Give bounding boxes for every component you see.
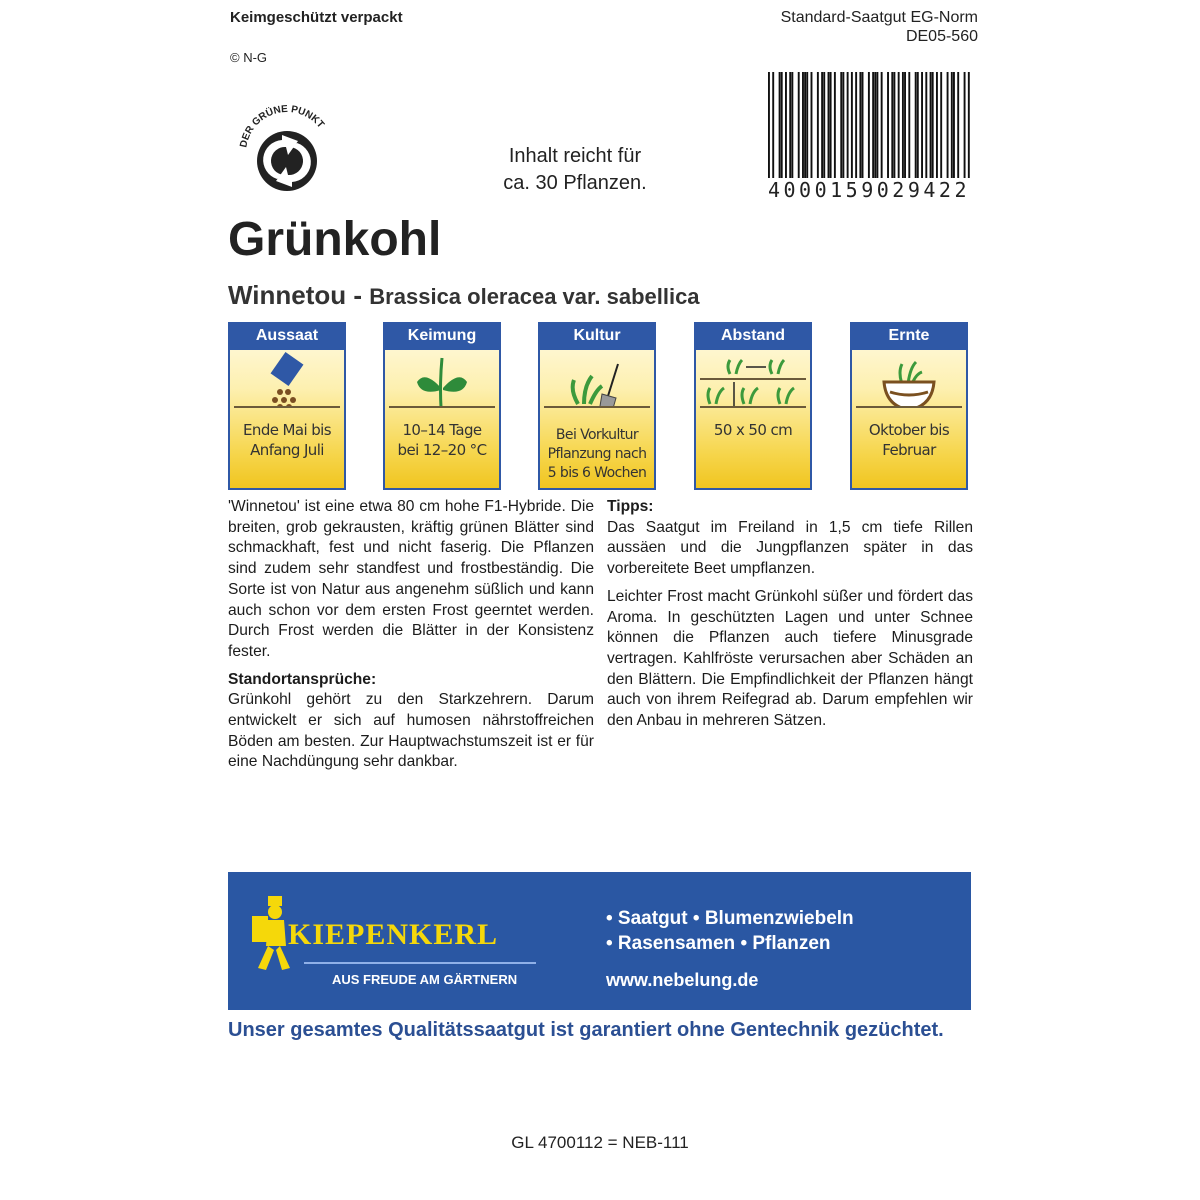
seedling-icon — [385, 350, 499, 408]
barcode-bar — [840, 72, 842, 182]
barcode-bar — [908, 72, 910, 182]
card-label: Kultur — [540, 322, 654, 350]
barcode-bar — [842, 72, 844, 182]
product-range-line: • Saatgut • Blumenzwiebeln — [606, 908, 854, 929]
barcode-bar — [868, 72, 870, 182]
plant-spade-icon — [540, 350, 654, 408]
barcode-bar — [925, 72, 927, 182]
card-text-line: Pflanzung nach — [547, 446, 647, 462]
ground-line — [234, 406, 340, 408]
location-text: Grünkohl gehört zu den Starkzehrern. Darum entwickelt er sich auf humosen nährstoffreichen Böden am besten. Zur Hauptwachstumszeit ist er für eine Nachdüngung sehr dankbar. — [228, 691, 594, 771]
green-dot-logo-icon — [232, 95, 342, 195]
card-text-line: Anfang Juli — [250, 441, 324, 459]
barcode-icon — [768, 72, 970, 182]
barcode-bar — [876, 72, 878, 182]
card-label: Abstand — [696, 322, 810, 350]
card-text-line: 50 x 50 cm — [713, 421, 793, 439]
barcode-bar — [893, 72, 895, 182]
barcode-bar — [779, 72, 781, 182]
card-label: Keimung — [385, 322, 499, 350]
card-text — [852, 420, 966, 460]
barcode-bar — [821, 72, 823, 182]
description-text: 'Winnetou' ist eine etwa 80 cm hohe F1-Hybride. Die breiten, grob gekrausten, kräftig grünen Blätter sind schmackhaft, fest und nicht faserig. Die Pflanzen sind zudem sehr standfest und frostbeständig. Die Sorte ist von Natur aus angenehm süßlich und kann auch schon vor dem ersten Frost geerntet werden. Durch Frost werden die Blätter in der Konsistenz fester. — [228, 498, 594, 660]
ground-line — [700, 406, 806, 408]
barcode-bar — [872, 72, 874, 182]
barcode-bar — [862, 72, 864, 182]
tips-text-2: Leichter Frost macht Grünkohl süßer und fördert das Aroma. In geschützten Lagen und unter Schnee können die Pflanzen auch tiefere Minusgrade vertragen. Kahlfröste verursachen aber Schäden an den Blättern. Die Empfindlichkeit der Pflanzen hängt auch von ihrem Reifegrad ab. Darum empfehlen wir den Anbau in mehreren Sätzen. — [607, 587, 973, 730]
barcode-bar — [898, 72, 900, 182]
product-range — [606, 906, 854, 956]
barcode-bar — [806, 72, 808, 182]
product-title: Grünkohl — [228, 213, 442, 266]
card-text — [540, 426, 654, 483]
card-text-line: 10–14 Tage — [402, 421, 482, 439]
barcode-bar — [847, 72, 849, 182]
copyright: © N-G — [230, 50, 268, 65]
barcode-bar — [902, 72, 904, 182]
card-text — [230, 420, 344, 460]
barcode-bar — [951, 72, 953, 182]
barcode-bar — [936, 72, 938, 182]
product-range-line: • Rasensamen • Pflanzen — [606, 933, 831, 954]
description-column — [228, 497, 594, 780]
barcode-bar — [930, 72, 932, 182]
contents-note — [470, 143, 680, 197]
barcode-bar — [785, 72, 787, 182]
barcode-bar — [887, 72, 889, 182]
card-text-line: Oktober bis — [868, 421, 950, 439]
brand-slogan: AUS FREUDE AM GÄRTNERN — [332, 972, 518, 987]
barcode-bar — [798, 72, 800, 182]
harvest-bowl-icon — [852, 350, 966, 408]
barcode-bar — [855, 72, 857, 182]
barcode-bar — [823, 72, 825, 182]
barcode-bar — [917, 72, 919, 182]
contents-line2: ca. 30 Pflanzen. — [503, 172, 647, 194]
location-heading: Standortansprüche: — [228, 670, 377, 688]
gmo-notice: Unser gesamtes Qualitätssaatgut ist garantiert ohne Gentechnik gezüchtet. — [228, 1019, 944, 1041]
card-text-line: Februar — [882, 441, 936, 459]
barcode-bar — [915, 72, 917, 182]
card-abstand — [694, 322, 812, 490]
barcode-bar — [768, 72, 770, 182]
barcode-bar — [921, 72, 923, 182]
barcode-bar — [802, 72, 804, 182]
barcode-bar — [940, 72, 942, 182]
barcode-bar — [859, 72, 861, 182]
logo-rule — [304, 962, 536, 964]
ground-line — [856, 406, 962, 408]
barcode-bar — [968, 72, 970, 182]
brand-banner — [228, 872, 971, 1010]
variety-name: Winnetou — [228, 280, 347, 310]
separator: - — [346, 280, 370, 310]
card-keimung — [383, 322, 501, 490]
website-link[interactable]: www.nebelung.de — [606, 970, 759, 990]
barcode-bar — [932, 72, 934, 182]
barcode-bar — [957, 72, 959, 182]
barcode-bar — [947, 72, 949, 182]
hygiene-note: Keimgeschützt verpackt — [230, 9, 403, 26]
barcode-bar — [789, 72, 791, 182]
standard-code: DE05-560 — [905, 28, 978, 45]
barcode-bar — [851, 72, 853, 182]
barcode-bar — [817, 72, 819, 182]
product-subtitle — [228, 280, 700, 311]
card-text — [385, 420, 499, 460]
card-label: Ernte — [852, 322, 966, 350]
card-text-line: bei 12–20 °C — [397, 441, 487, 459]
barcode-bar — [881, 72, 883, 182]
botanical-name: Brassica oleracea var. sabellica — [369, 284, 700, 309]
article-code: GL 4700112 = NEB-111 — [511, 1133, 689, 1152]
card-text — [696, 420, 810, 440]
card-text-line: Ende Mai bis — [243, 421, 331, 439]
card-ernte — [850, 322, 968, 490]
barcode-bar — [904, 72, 906, 182]
barcode-bar — [781, 72, 783, 182]
card-text-line: 5 bis 6 Wochen — [547, 465, 647, 481]
barcode-number: 4000159029422 — [764, 178, 974, 202]
ground-line — [389, 406, 495, 408]
barcode-bar — [964, 72, 966, 182]
svg-text:DER GRÜNE PUNKT: DER GRÜNE PUNKT — [238, 103, 327, 149]
card-aussaat — [228, 322, 346, 490]
seed-standard — [781, 8, 978, 46]
card-text-line: Bei Vorkultur — [555, 427, 639, 443]
contents-line1: Inhalt reicht für — [508, 145, 642, 167]
card-kultur — [538, 322, 656, 490]
barcode-bar — [874, 72, 876, 182]
brand-logo: KIEPENKERL — [288, 918, 499, 951]
barcode-bar — [804, 72, 806, 182]
barcode-bar — [811, 72, 813, 182]
barcode-bar — [830, 72, 832, 182]
barcode-bar — [953, 72, 955, 182]
barcode-bar — [828, 72, 830, 182]
barcode-bar — [834, 72, 836, 182]
standard-label: Standard-Saatgut EG-Norm — [780, 9, 978, 26]
card-label: Aussaat — [230, 322, 344, 350]
ground-line — [544, 406, 650, 408]
barcode-bar — [772, 72, 774, 182]
seed-packet-icon — [230, 350, 344, 408]
barcode-bar — [791, 72, 793, 182]
tips-text-1: Das Saatgut im Freiland in 1,5 cm tiefe Rillen aussäen und die Jungpflanzen später in das vorbereitete Beet umpflanzen. — [607, 518, 973, 578]
barcode-bar — [891, 72, 893, 182]
tips-column — [607, 497, 973, 739]
tips-heading: Tipps: — [607, 498, 654, 515]
spacing-icon — [696, 350, 810, 408]
